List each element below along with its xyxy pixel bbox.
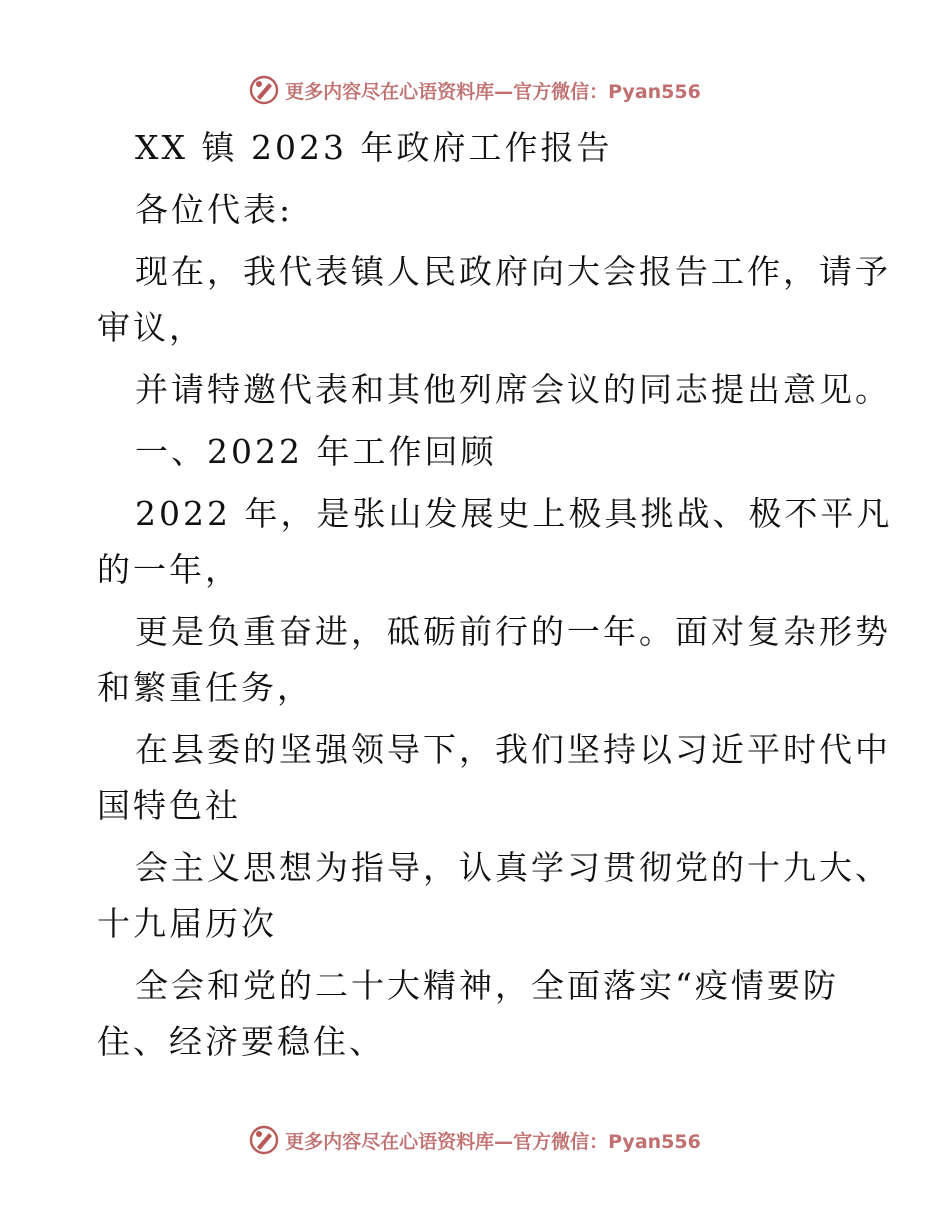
header-banner [0, 70, 950, 110]
footer-banner [0, 1120, 950, 1160]
doc-line: 十九届历次 [97, 904, 277, 943]
doc-line: 并请特邀代表和其他列席会议的同志提出意见。 [135, 370, 891, 409]
pen-logo-icon [249, 1125, 279, 1155]
doc-line: 现在，我代表镇人民政府向大会报告工作，请予 [135, 252, 891, 291]
document-body [97, 120, 893, 1070]
doc-line: 全会和党的二十大精神，全面落实“疫情要防 [135, 966, 839, 1005]
doc-line: 更是负重奋进，砥砺前行的一年。面对复杂形势 [135, 612, 891, 651]
header-banner-text: 更多内容尽在心语资料库—官方微信：Pyan556 [285, 80, 701, 103]
doc-line: 各位代表: [135, 190, 294, 229]
doc-line: 审议， [97, 308, 205, 347]
doc-line: 会主义思想为指导，认真学习贯彻党的十九大、 [135, 848, 891, 887]
doc-line: 和繁重任务， [97, 668, 313, 707]
doc-line: 在县委的坚强领导下，我们坚持以习近平时代中 [135, 730, 891, 769]
doc-line: 的一年， [97, 550, 241, 589]
doc-line: 2022 年，是张山发展史上极具挑战、极不平凡 [135, 494, 893, 533]
footer-banner-text: 更多内容尽在心语资料库—官方微信：Pyan556 [285, 1130, 701, 1153]
doc-line: 国特色社 [97, 786, 241, 825]
pen-logo-icon [249, 75, 279, 105]
doc-line: XX 镇 2023 年政府工作报告 [135, 128, 613, 167]
doc-line: 一、2022 年工作回顾 [135, 432, 497, 471]
doc-line: 住、经济要稳住、 [97, 1022, 385, 1061]
